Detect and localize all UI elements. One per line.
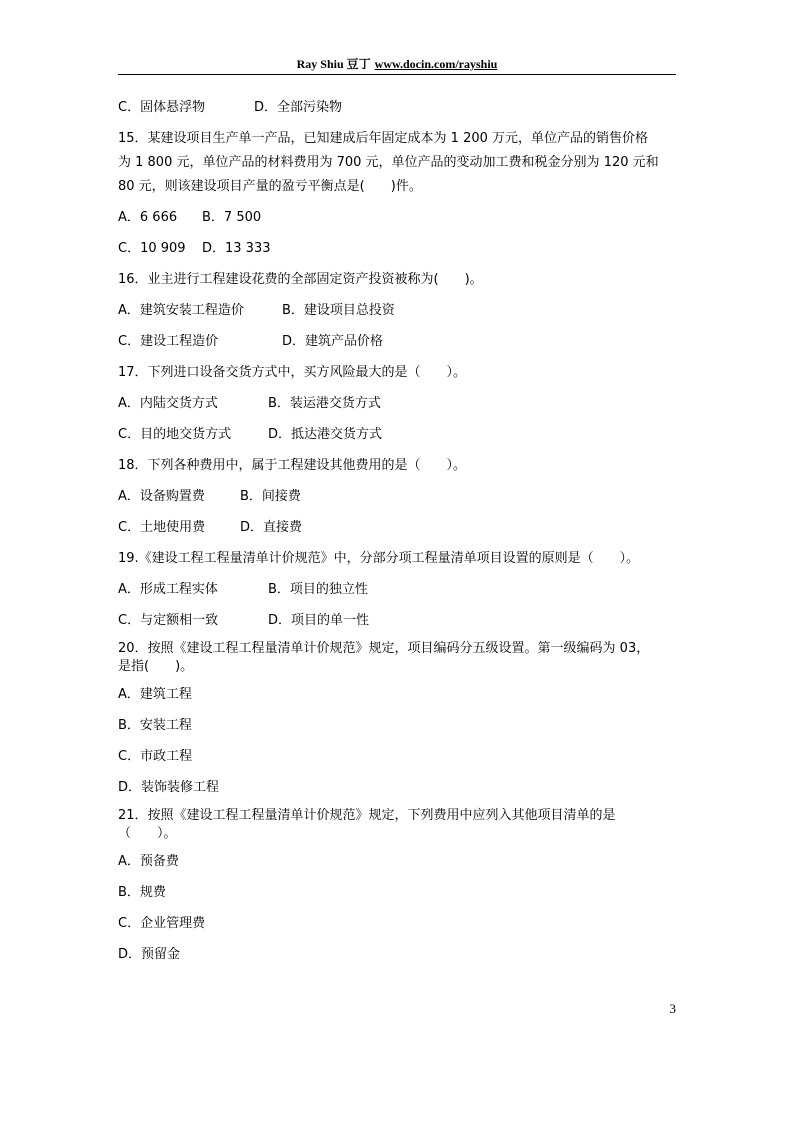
question-text-line: 21．按照《建设工程工程量清单计价规范》规定，下列费用中应列入其他项目清单的是	[118, 808, 616, 823]
page-number: 3	[669, 1001, 676, 1016]
option-row	[118, 516, 676, 540]
question-text-line: 18．下列各种费用中，属于工程建设其他费用的是（ ）。	[118, 458, 467, 473]
option-d: D．抵达港交货方式	[268, 427, 383, 442]
question-15-options-cd	[118, 237, 676, 261]
question-text-line: 20．按照《建设工程工程量清单计价规范》规定，项目编码分五级设置。第一级编码为 03，	[118, 641, 650, 656]
question-16-options-cd	[118, 330, 676, 354]
option-d: D．直接费	[240, 520, 303, 535]
option-row	[118, 609, 676, 633]
option-c: C．与定额相一致	[118, 613, 219, 628]
option-c: C．固体悬浮物	[118, 100, 206, 115]
option-d: D．预留金	[118, 947, 181, 962]
option-b: B．7 500	[202, 210, 262, 225]
question-text-line: 80 元，则该建设项目产量的盈亏平衡点是( )件。	[118, 179, 422, 194]
question-16-stem	[118, 268, 676, 292]
option-d: D．建筑产品价格	[282, 334, 384, 349]
question-15-stem	[118, 127, 676, 199]
header-author: Ray Shiu 豆丁	[296, 57, 371, 71]
option-c: C．企业管理费	[118, 916, 206, 931]
page-header	[118, 56, 676, 72]
question-14-options	[118, 96, 676, 120]
question-20-stem	[118, 640, 676, 676]
option-row	[118, 330, 676, 354]
question-15-options-ab	[118, 206, 676, 230]
document-body	[118, 96, 676, 974]
question-text-line: 17．下列进口设备交货方式中，买方风险最大的是（ ）。	[118, 365, 467, 380]
option-row	[118, 578, 676, 602]
option-b: B．规费	[118, 885, 166, 900]
question-21-option-d	[118, 943, 676, 967]
question-19-options-ab	[118, 578, 676, 602]
question-20-option-d	[118, 776, 676, 800]
question-21-stem	[118, 807, 676, 843]
option-d: D．装饰装修工程	[118, 780, 220, 795]
question-text-line: （ ）。	[118, 826, 177, 841]
question-18-stem	[118, 454, 676, 478]
option-row	[118, 299, 676, 323]
option-a: A．预备费	[118, 854, 179, 869]
question-21-option-a	[118, 850, 676, 874]
question-20-option-c	[118, 745, 676, 769]
option-a: A．建筑安装工程造价	[118, 303, 244, 318]
question-18-options-ab	[118, 485, 676, 509]
question-20-option-a	[118, 683, 676, 707]
option-row	[118, 96, 676, 120]
question-text-line: 15．某建设项目生产单一产品，已知建成后年固定成本为 1 200 万元，单位产品的销售价格	[118, 131, 649, 146]
question-18-options-cd	[118, 516, 676, 540]
option-row	[118, 485, 676, 509]
option-a: A．形成工程实体	[118, 582, 218, 597]
option-row	[118, 206, 676, 230]
option-c: C．10 909	[118, 241, 186, 256]
option-a: A．6 666	[118, 210, 178, 225]
option-b: B．建设项目总投资	[282, 303, 395, 318]
header-divider	[118, 74, 676, 75]
option-c: C．土地使用费	[118, 520, 206, 535]
question-16-options-ab	[118, 299, 676, 323]
option-a: A．设备购置费	[118, 489, 205, 504]
question-21-option-b	[118, 881, 676, 905]
question-text-line: 为 1 800 元，单位产品的材料费用为 700 元，单位产品的变动加工费和税金分别为 120 元和	[118, 155, 659, 170]
option-b: B．间接费	[240, 489, 301, 504]
option-row	[118, 423, 676, 447]
question-20-option-b	[118, 714, 676, 738]
question-19-stem	[118, 547, 676, 571]
question-19-options-cd	[118, 609, 676, 633]
option-a: A．内陆交货方式	[118, 396, 218, 411]
option-row	[118, 237, 676, 261]
question-text-line: 19.《建设工程工程量清单计价规范》中，分部分项工程量清单项目设置的原则是（ ）。	[118, 551, 640, 566]
question-21-option-c	[118, 912, 676, 936]
option-a: A．建筑工程	[118, 687, 192, 702]
option-d: D．项目的单一性	[268, 613, 370, 628]
option-d: D．13 333	[202, 241, 271, 256]
option-c: C．目的地交货方式	[118, 427, 232, 442]
question-17-options-ab	[118, 392, 676, 416]
question-17-options-cd	[118, 423, 676, 447]
option-b: B．项目的独立性	[268, 582, 368, 597]
option-c: C．市政工程	[118, 749, 193, 764]
question-text-line: 16．业主进行工程建设花费的全部固定资产投资被称为( )。	[118, 272, 483, 287]
header-url-link[interactable]: www.docin.com/rayshiu	[374, 57, 498, 71]
question-17-stem	[118, 361, 676, 385]
option-b: B．装运港交货方式	[268, 396, 381, 411]
option-b: B．安装工程	[118, 718, 192, 733]
question-text-line: 是指( )。	[118, 659, 194, 674]
option-d: D．全部污染物	[254, 100, 343, 115]
option-c: C．建设工程造价	[118, 334, 219, 349]
option-row	[118, 392, 676, 416]
